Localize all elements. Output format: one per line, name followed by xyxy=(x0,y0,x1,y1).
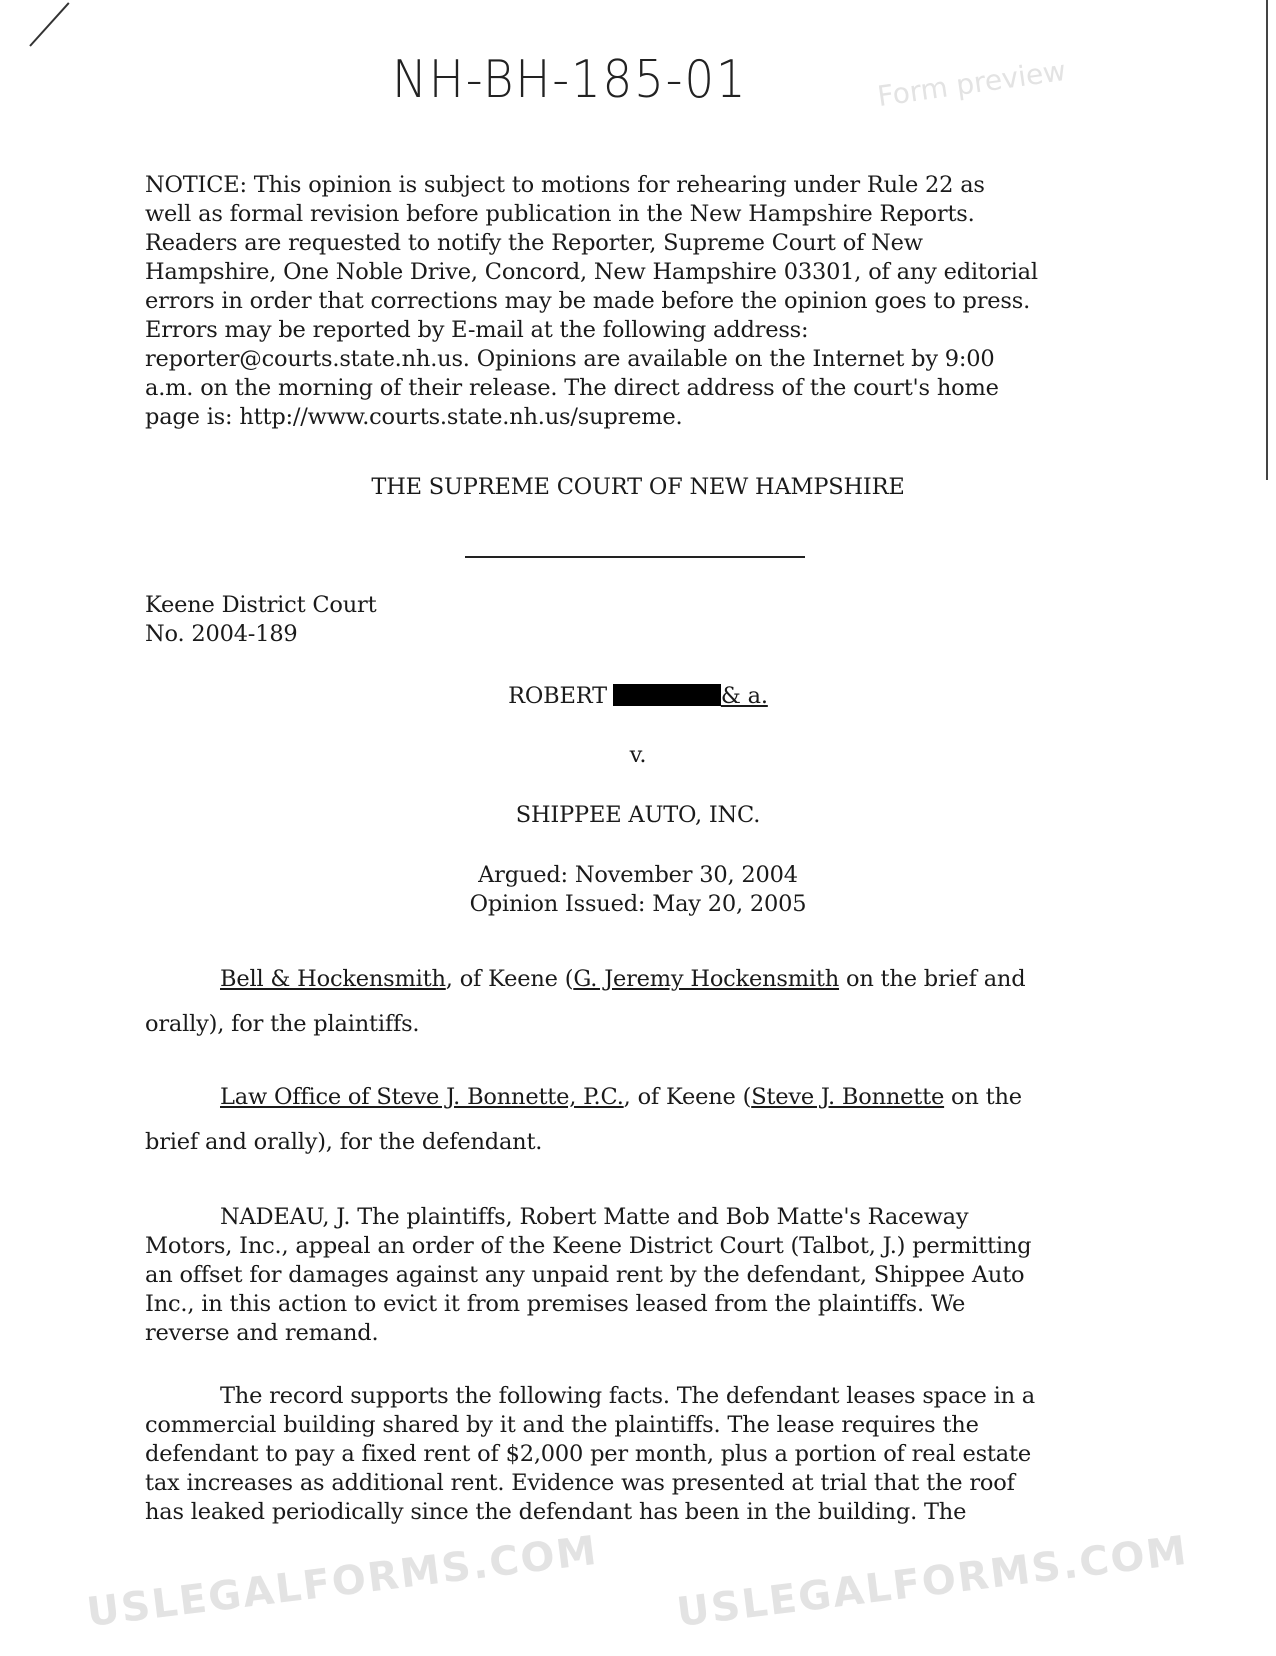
notice-line: Readers are requested to notify the Reporter, Supreme Court of New xyxy=(145,230,923,256)
watermark-sub: Form preview xyxy=(875,53,1068,113)
opinion-line: commercial building shared by it and the plaintiffs. The lease requires the xyxy=(145,1412,979,1438)
issued-date: Opinion Issued: May 20, 2005 xyxy=(469,891,807,917)
watermark-brand: USLEGALFORMS.COM xyxy=(674,1527,1191,1636)
notice-line: errors in order that corrections may be made before the opinion goes to press. xyxy=(145,288,1031,314)
defendant-counsel xyxy=(220,1084,1022,1110)
scan-edge xyxy=(1266,0,1268,480)
notice-line: well as formal revision before publication in the New Hampshire Reports. xyxy=(145,201,975,227)
plaintiff-suffix: & a. xyxy=(720,683,768,709)
firm: Law Office of Steve J. Bonnette, P.C. xyxy=(220,1084,624,1110)
attorney: Steve J. Bonnette xyxy=(751,1084,945,1110)
lower-court: Keene District Court xyxy=(145,592,377,618)
court-title: THE SUPREME COURT OF NEW HAMPSHIRE xyxy=(371,474,905,500)
redaction-bar xyxy=(613,684,721,706)
plaintiffs-counsel xyxy=(220,966,1025,992)
notice-line: NOTICE: This opinion is subject to motions for rehearing under Rule 22 as xyxy=(145,172,985,198)
text: on the xyxy=(944,1084,1022,1110)
opinion-line: Motors, Inc., appeal an order of the Keene District Court (Talbot, J.) permitting xyxy=(145,1233,1032,1259)
defendant-counsel-cont: brief and orally), for the defendant. xyxy=(145,1129,543,1155)
firm: Bell & Hockensmith xyxy=(220,966,446,992)
caption-plaintiff xyxy=(0,683,1276,709)
plaintiff-name: ROBERT xyxy=(508,683,607,709)
notice-line: page is: http://www.courts.state.nh.us/supreme. xyxy=(145,404,683,430)
opinion-line: an offset for damages against any unpaid rent by the defendant, Shippee Auto xyxy=(145,1262,1025,1288)
opinion-line: Inc., in this action to evict it from premises leased from the plaintiffs. We xyxy=(145,1291,966,1317)
text: on the brief and xyxy=(839,966,1026,992)
docket-number: No. 2004-189 xyxy=(145,621,298,647)
opinion-line: NADEAU, J. The plaintiffs, Robert Matte and Bob Matte's Raceway xyxy=(220,1204,969,1230)
text: , of Keene ( xyxy=(445,966,574,992)
opinion-line: defendant to pay a fixed rent of $2,000 per month, plus a portion of real estate xyxy=(145,1441,1031,1467)
attorney: G. Jeremy Hockensmith xyxy=(573,966,840,992)
watermark-brand: USLEGALFORMS.COM xyxy=(84,1527,601,1636)
notice-line: a.m. on the morning of their release. The direct address of the court's home xyxy=(145,375,999,401)
notice-line: reporter@courts.state.nh.us. Opinions are available on the Internet by 9:00 xyxy=(145,346,995,372)
text: , of Keene ( xyxy=(623,1084,752,1110)
notice-line: Errors may be reported by E-mail at the following address: xyxy=(145,317,809,343)
divider xyxy=(465,556,805,558)
plaintiffs-counsel-cont: orally), for the plaintiffs. xyxy=(145,1011,420,1037)
opinion-line: reverse and remand. xyxy=(145,1320,379,1346)
caption-versus: v. xyxy=(629,742,647,768)
argued-date: Argued: November 30, 2004 xyxy=(478,862,798,888)
notice-line: Hampshire, One Noble Drive, Concord, New Hampshire 03301, of any editorial xyxy=(145,259,1038,285)
opinion-line: The record supports the following facts. The defendant leases space in a xyxy=(220,1383,1036,1409)
opinion-line: has leaked periodically since the defendant has been in the building. The xyxy=(145,1499,967,1525)
pen-mark xyxy=(29,2,69,46)
opinion-line: tax increases as additional rent. Evidence was presented at trial that the roof xyxy=(145,1470,1015,1496)
caption-defendant: SHIPPEE AUTO, INC. xyxy=(515,802,761,828)
handwritten-document-id: NH-BH-185-01 xyxy=(392,50,748,110)
